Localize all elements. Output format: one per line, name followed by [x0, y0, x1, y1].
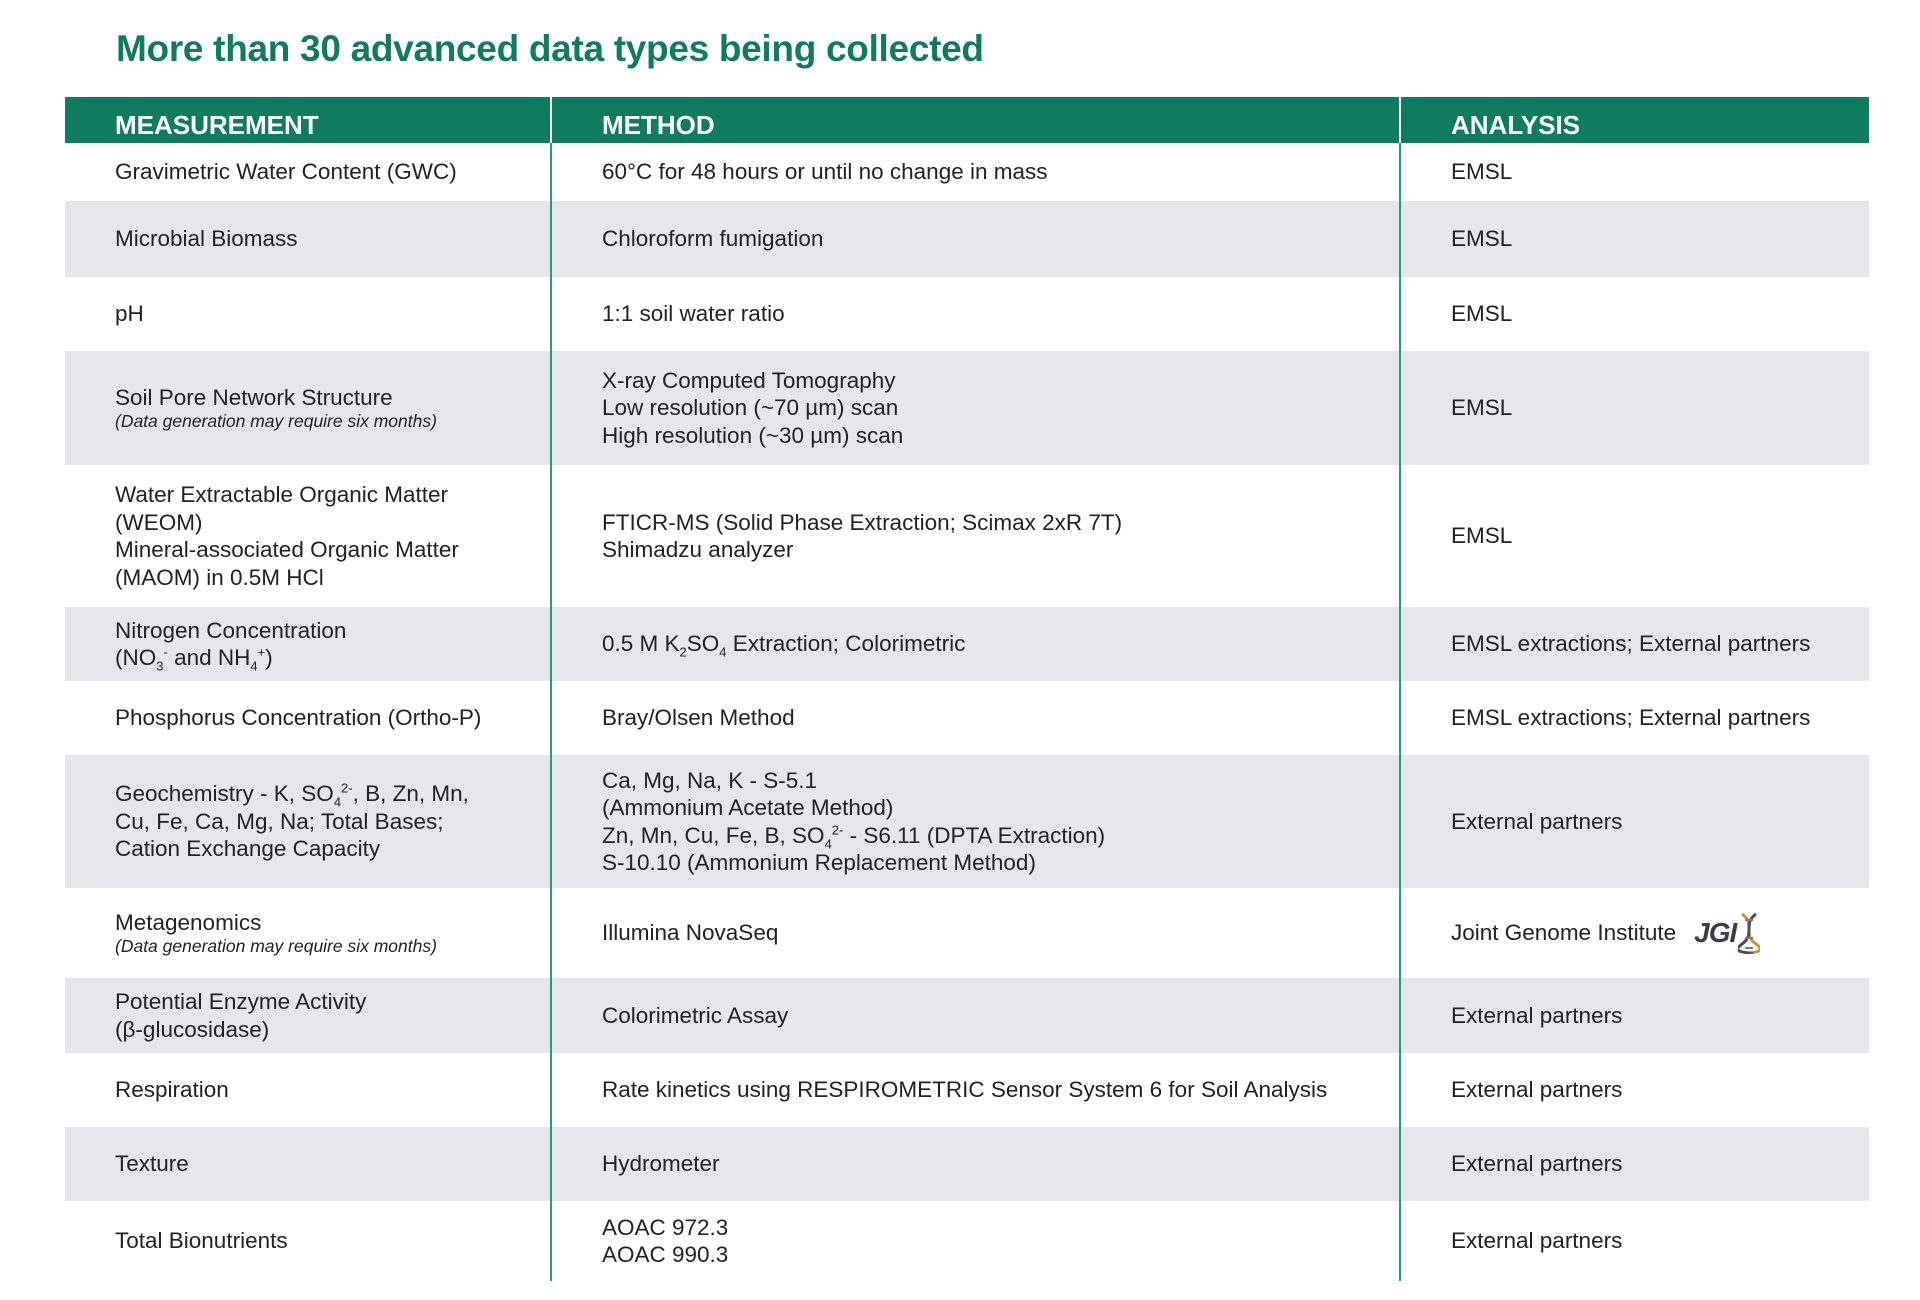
method-cell: [552, 465, 1401, 607]
subscript: 4: [719, 644, 727, 660]
method-cell: [552, 755, 1401, 888]
measurement-line: (WEOM): [115, 509, 203, 535]
analysis-cell: EMSL: [1451, 523, 1513, 549]
analysis-cell: [1401, 888, 1869, 978]
table-row: [65, 1201, 1869, 1281]
table-row: [65, 351, 1869, 465]
measurement-text: Soil Pore Network Structure: [115, 384, 393, 410]
header-analysis: ANALYSIS: [1451, 110, 1581, 141]
analysis-text: Joint Genome Institute: [1451, 920, 1677, 946]
analysis-cell: EMSL extractions; External partners: [1451, 631, 1811, 657]
header-method: METHOD: [552, 97, 1401, 143]
superscript: 2-: [831, 822, 844, 837]
table-header-row: [65, 97, 1869, 143]
method-cell: Hydrometer: [552, 1127, 1401, 1201]
measurement-cell: Gravimetric Water Content (GWC): [65, 143, 552, 201]
analysis-cell: External partners: [1451, 1228, 1623, 1254]
method-cell: Rate kinetics using RESPIROMETRIC Sensor System 6 for Soil Analysis: [552, 1053, 1401, 1127]
method-line: (Ammonium Acetate Method): [602, 795, 894, 820]
measurement-cell: [65, 351, 552, 465]
measurement-cell: [65, 465, 552, 607]
table-row: [65, 888, 1869, 978]
method-cell: Bray/Olsen Method: [552, 681, 1401, 755]
measurement-cell: [65, 888, 552, 978]
analysis-cell: EMSL: [1451, 226, 1513, 252]
method-line: High resolution (~30 µm) scan: [602, 422, 904, 448]
table-row: [65, 465, 1869, 607]
method-cell: [552, 607, 1401, 681]
table-row: [65, 143, 1869, 201]
method-line: [602, 630, 1399, 658]
text-part: SO: [686, 631, 720, 657]
analysis-cell: External partners: [1451, 808, 1623, 834]
measurement-cell: Total Bionutrients: [65, 1201, 552, 1281]
measurement-line: Cation Exchange Capacity: [115, 836, 381, 862]
data-types-table: [65, 97, 1869, 1281]
analysis-cell: External partners: [1451, 1077, 1623, 1103]
text-part: Extraction; Colorimetric: [726, 631, 966, 657]
measurement-cell: pH: [65, 277, 552, 351]
table-row: [65, 1127, 1869, 1201]
table-row: [65, 607, 1869, 681]
text-part: Geochemistry - K, SO: [115, 781, 334, 807]
text-part: Zn, Mn, Cu, Fe, B, SO: [602, 822, 825, 848]
dna-helix-icon: [1738, 912, 1760, 954]
superscript: 2-: [341, 780, 353, 796]
method-line: [602, 822, 1399, 850]
measurement-line: Cu, Fe, Ca, Mg, Na; Total Bases;: [115, 808, 444, 834]
measurement-note: (Data generation may require six months): [115, 411, 437, 432]
subscript: 4: [250, 658, 258, 674]
measurement-cell: [65, 607, 552, 681]
analysis-cell: EMSL: [1451, 395, 1513, 421]
method-line: S-10.10 (Ammonium Replacement Method): [602, 850, 1036, 875]
method-line: Low resolution (~70 µm) scan: [602, 395, 899, 421]
subscript: 2: [679, 644, 687, 660]
measurement-cell: Texture: [65, 1127, 552, 1201]
measurement-line: [115, 780, 550, 808]
measurement-cell: [65, 978, 552, 1053]
method-cell: Colorimetric Assay: [552, 978, 1401, 1053]
measurement-line: (MAOM) in 0.5M HCl: [115, 564, 324, 590]
table-row: [65, 277, 1869, 351]
measurement-line: Nitrogen Concentration: [115, 617, 347, 643]
text-part: (NO: [115, 645, 157, 670]
analysis-cell: EMSL: [1451, 159, 1513, 185]
measurement-line: Potential Enzyme Activity: [115, 989, 367, 1014]
superscript: +: [257, 644, 266, 660]
measurement-line: (β-glucosidase): [115, 1016, 270, 1042]
method-line: FTICR-MS (Solid Phase Extraction; Scimax 2xR 7T): [602, 509, 1123, 535]
subscript: 3: [156, 658, 164, 674]
analysis-cell: External partners: [1451, 1151, 1623, 1177]
method-line: Ca, Mg, Na, K - S-5.1: [602, 767, 818, 793]
method-line: AOAC 972.3: [602, 1214, 729, 1240]
measurement-cell: Respiration: [65, 1053, 552, 1127]
method-cell: [552, 351, 1401, 465]
measurement-line: [115, 644, 550, 672]
method-cell: [552, 1201, 1401, 1281]
measurement-cell: Microbial Biomass: [65, 201, 552, 277]
jgi-logo-text: JGI: [1694, 917, 1737, 949]
analysis-cell: External partners: [1451, 1002, 1623, 1028]
text-part: , B, Zn, Mn,: [352, 781, 469, 807]
page-title: More than 30 advanced data types being collected: [116, 28, 984, 69]
text-part: 0.5 M K: [602, 631, 680, 657]
method-line: Shimadzu analyzer: [602, 537, 794, 562]
measurement-cell: Phosphorus Concentration (Ortho-P): [65, 681, 552, 755]
method-line: X-ray Computed Tomography: [602, 367, 896, 393]
measurement-cell: [65, 755, 552, 888]
method-cell: Chloroform fumigation: [552, 201, 1401, 277]
subscript: 4: [824, 836, 832, 851]
analysis-with-logo: [1451, 912, 1869, 954]
table-row: [65, 978, 1869, 1053]
table-row: [65, 755, 1869, 888]
text-part: and NH: [167, 645, 251, 670]
method-cell: 1:1 soil water ratio: [552, 277, 1401, 351]
table-row: [65, 201, 1869, 277]
jgi-logo: [1694, 912, 1760, 954]
table-row: [65, 681, 1869, 755]
text-part: - S6.11 (DPTA Extraction): [843, 822, 1106, 848]
method-line: AOAC 990.3: [602, 1242, 729, 1267]
method-cell: 60°C for 48 hours or until no change in mass: [552, 143, 1401, 201]
text-part: ): [265, 645, 273, 670]
analysis-cell: EMSL: [1451, 301, 1513, 327]
superscript: -: [163, 644, 168, 660]
table-row: [65, 1053, 1869, 1127]
measurement-text: Metagenomics: [115, 909, 262, 935]
method-cell: Illumina NovaSeq: [552, 888, 1401, 978]
measurement-line: Water Extractable Organic Matter: [115, 482, 449, 507]
subscript: 4: [333, 794, 342, 810]
analysis-cell: EMSL extractions; External partners: [1451, 705, 1811, 731]
measurement-line: Mineral-associated Organic Matter: [115, 537, 459, 562]
header-measurement: MEASUREMENT: [65, 97, 552, 143]
measurement-note: (Data generation may require six months): [115, 936, 437, 957]
